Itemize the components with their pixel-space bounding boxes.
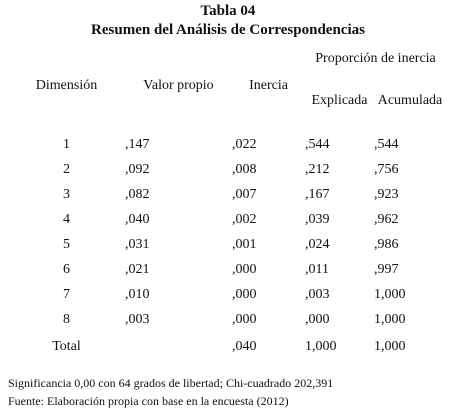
cell-inercia: ,022	[232, 136, 257, 152]
cell-inercia: ,001	[232, 236, 257, 252]
cell-acumulada: 1,000	[374, 311, 406, 327]
correspondence-summary-table	[8, 44, 446, 362]
cell-explicada: ,003	[305, 286, 330, 302]
table-row	[8, 257, 446, 282]
cell-dimension: 3	[63, 186, 70, 202]
table-caption	[0, 2, 456, 40]
cell-valor-propio: ,021	[125, 261, 150, 277]
table-row	[8, 128, 446, 157]
cell-valor-propio: ,040	[125, 211, 150, 227]
cell-inercia: ,000	[232, 261, 257, 277]
table-body	[8, 128, 446, 332]
cell-valor-propio: ,003	[125, 311, 150, 327]
cell-acumulada: ,756	[374, 161, 399, 177]
total-label: Total	[52, 339, 81, 354]
header-explicada: Explicada	[311, 93, 368, 108]
total-row	[8, 332, 446, 362]
cell-inercia: ,000	[232, 286, 257, 302]
cell-dimension: 6	[63, 261, 70, 277]
cell-inercia: ,000	[232, 311, 257, 327]
cell-dimension: 7	[63, 286, 70, 302]
cell-inercia: ,008	[232, 161, 257, 177]
cell-valor-propio: ,082	[125, 186, 150, 202]
cell-dimension: 2	[63, 161, 70, 177]
total-explicada: 1,000	[305, 339, 337, 354]
significance-note: Significancia 0,00 con 64 grados de libertad; Chi-cuadrado 202,391	[8, 376, 334, 390]
cell-valor-propio: ,092	[125, 161, 150, 177]
total-inercia: ,040	[232, 339, 257, 354]
cell-acumulada: ,544	[374, 136, 399, 152]
cell-explicada: ,011	[305, 261, 329, 277]
table-row	[8, 182, 446, 207]
cell-acumulada: ,997	[374, 261, 399, 277]
header-inercia: Inercia	[249, 78, 288, 93]
cell-dimension: 4	[63, 211, 70, 227]
table-row	[8, 207, 446, 232]
cell-explicada: ,544	[305, 136, 330, 152]
cell-explicada: ,167	[305, 186, 330, 202]
cell-acumulada: ,962	[374, 211, 399, 227]
header-acumulada: Acumulada	[377, 93, 443, 108]
cell-dimension: 1	[63, 136, 70, 152]
cell-dimension: 5	[63, 236, 70, 252]
cell-acumulada: 1,000	[374, 286, 406, 302]
cell-explicada: ,039	[305, 211, 330, 227]
table-subtitle: Resumen del Análisis de Correspondencias	[91, 22, 365, 38]
table-title: Tabla 04	[200, 3, 256, 19]
cell-valor-propio: ,031	[125, 236, 150, 252]
cell-inercia: ,007	[232, 186, 257, 202]
table-notes	[8, 374, 333, 410]
table-row	[8, 232, 446, 257]
cell-inercia: ,002	[232, 211, 257, 227]
table-row	[8, 307, 446, 332]
total-acumulada: 1,000	[374, 339, 406, 354]
header-proporcion-inercia: Proporción de inercia	[315, 51, 436, 66]
header-dimension: Dimensión	[35, 78, 98, 93]
cell-valor-propio: ,010	[125, 286, 150, 302]
total-valor-propio	[125, 332, 232, 362]
cell-explicada: ,024	[305, 236, 330, 252]
cell-explicada: ,212	[305, 161, 330, 177]
cell-acumulada: ,923	[374, 186, 399, 202]
table-row	[8, 282, 446, 307]
cell-valor-propio: ,147	[125, 136, 150, 152]
cell-dimension: 8	[63, 311, 70, 327]
cell-acumulada: ,986	[374, 236, 399, 252]
header-valor-propio: Valor propio	[143, 78, 214, 93]
source-note: Fuente: Elaboración propia con base en la encuesta (2012)	[8, 394, 289, 408]
table-row	[8, 157, 446, 182]
cell-explicada: ,000	[305, 311, 330, 327]
